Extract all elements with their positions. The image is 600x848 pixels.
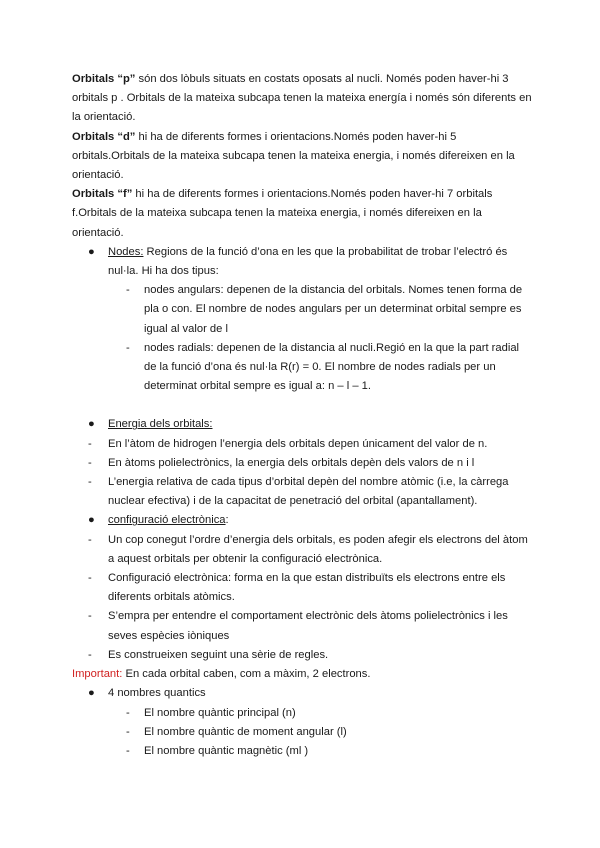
dash-icon: - [88,572,92,585]
important-note [72,665,532,684]
energia-item-text: L’energia relativa de cada tipus d’orbital depèn del nombre atòmic (i.e, la càrrega nuclear efectiva) i de la capacitat de penetració del orbital (apantallament). [108,476,509,508]
dash-icon: - [88,610,92,623]
orbitals-p-text: són dos lòbuls situats en costats oposats al nucli. Només poden haver-hi 3 orbitals p . Orbitals de la mateixa subcapa tenen la mateixa energía i només són diferents en la orientació. [72,73,532,124]
dash-icon: - [126,725,130,738]
configuracio-item [72,531,532,569]
configuracio-item-text: Un cop conegut l’ordre d’energia dels orbitals, es poden afegir els electrons del àtom a aquest orbitals per obtenir la configuració electrònica. [108,533,528,565]
configuracio-item [72,646,532,665]
dash-icon: - [88,648,92,661]
configuracio-item-text: Es construeixen seguint una sèrie de regles. [108,648,329,661]
dash-icon: - [126,284,130,297]
configuracio-bullet [72,511,532,530]
important-text: En cada orbital caben, com a màxim, 2 electrons. [122,668,371,681]
energia-item [72,435,532,454]
orbitals-p-term: Orbitals “p” [72,73,136,85]
orbitals-d-term: Orbitals “d” [72,130,136,143]
orbitals-f-text: hi ha de diferents formes i orientacions.Només poden haver-hi 7 orbitals f.Orbitals de la mateixa subcapa tenen la mateixa energia, i només difereixen en la orientació. [72,188,493,239]
orbitals-f-paragraph [72,185,532,243]
dash-icon: - [88,437,92,450]
nodes-subitem [72,281,532,339]
dash-icon: - [88,476,92,489]
energia-item-text: En àtoms polielectrònics, la energia dels orbitals depèn dels valors de n i l [108,456,475,469]
quantics-bullet [72,684,532,703]
bullet-icon: ● [88,514,95,527]
configuracio-colon: : [225,514,229,527]
bullet-icon: ● [88,418,95,431]
quantics-subitem [72,704,532,723]
spacer [72,396,532,415]
important-label: Important: [72,668,123,681]
energia-item [72,454,532,473]
orbitals-d-text: hi ha de diferents formes i orientacions.Només poden haver-hi 5 orbitals.Orbitals de la mateixa subcapa tenen la mateixa energia, i només difereixen en la orientació. [72,130,515,182]
quantics-subitem [72,723,532,742]
configuracio-title: configuració electrònica [108,514,226,527]
configuracio-item [72,607,532,645]
configuracio-item [72,569,532,607]
configuracio-item-text: Configuració electrònica: forma en la que estan distribuïts els electrons entre els diferents orbitals atòmics. [108,572,506,604]
nodes-text: Regions de la funció d’ona en les que la probabilitat de trobar l’electró és nul·la. Hi ha dos tipus: [108,245,508,278]
quantics-subitem-text: El nombre quàntic principal (n) [144,706,296,719]
nodes-title: Nodes: [108,245,144,258]
nodes-bullet [72,243,532,281]
energia-title: Energia dels orbitals: [108,418,213,431]
dash-icon: - [88,456,92,469]
dash-icon: - [126,744,130,757]
quantics-title: 4 nombres quantics [108,687,206,700]
quantics-subitem [72,742,532,761]
nodes-subitem-text: nodes radials: depenen de la distancia al nucli.Regió en la que la part radial de la funció d’ona és nul·la R(r) = 0. El nombre de nodes radials per un determinat orbital sempre es igual a: n – l – 1. [144,341,520,393]
bullet-icon: ● [88,245,95,258]
energia-item-text: En l’àtom de hidrogen l’energia dels orbitals depen únicament del valor de n. [108,437,488,450]
orbitals-p-paragraph [72,70,532,128]
nodes-subitem [72,339,532,397]
configuracio-item-text: S’empra per entendre el comportament electrònic dels àtoms polielectrònics i les seves espècies iòniques [108,610,508,642]
dash-icon: - [126,706,130,719]
energia-item [72,473,532,511]
nodes-subitem-text: nodes angulars: depenen de la distancia del orbitals. Nomes tenen forma de pla o con. El nombre de nodes angulars per un determinat orbital sempre es igual al valor de l [144,284,523,335]
dash-icon: - [88,533,92,546]
document-body [72,70,532,761]
energia-bullet [72,415,532,434]
quantics-subitem-text: El nombre quàntic magnètic (ml ) [144,744,309,757]
orbitals-d-paragraph [72,128,532,186]
quantics-subitem-text: El nombre quàntic de moment angular (l) [144,725,347,738]
dash-icon: - [126,341,130,354]
orbitals-f-term: Orbitals “f” [72,188,133,201]
bullet-icon: ● [88,687,95,700]
